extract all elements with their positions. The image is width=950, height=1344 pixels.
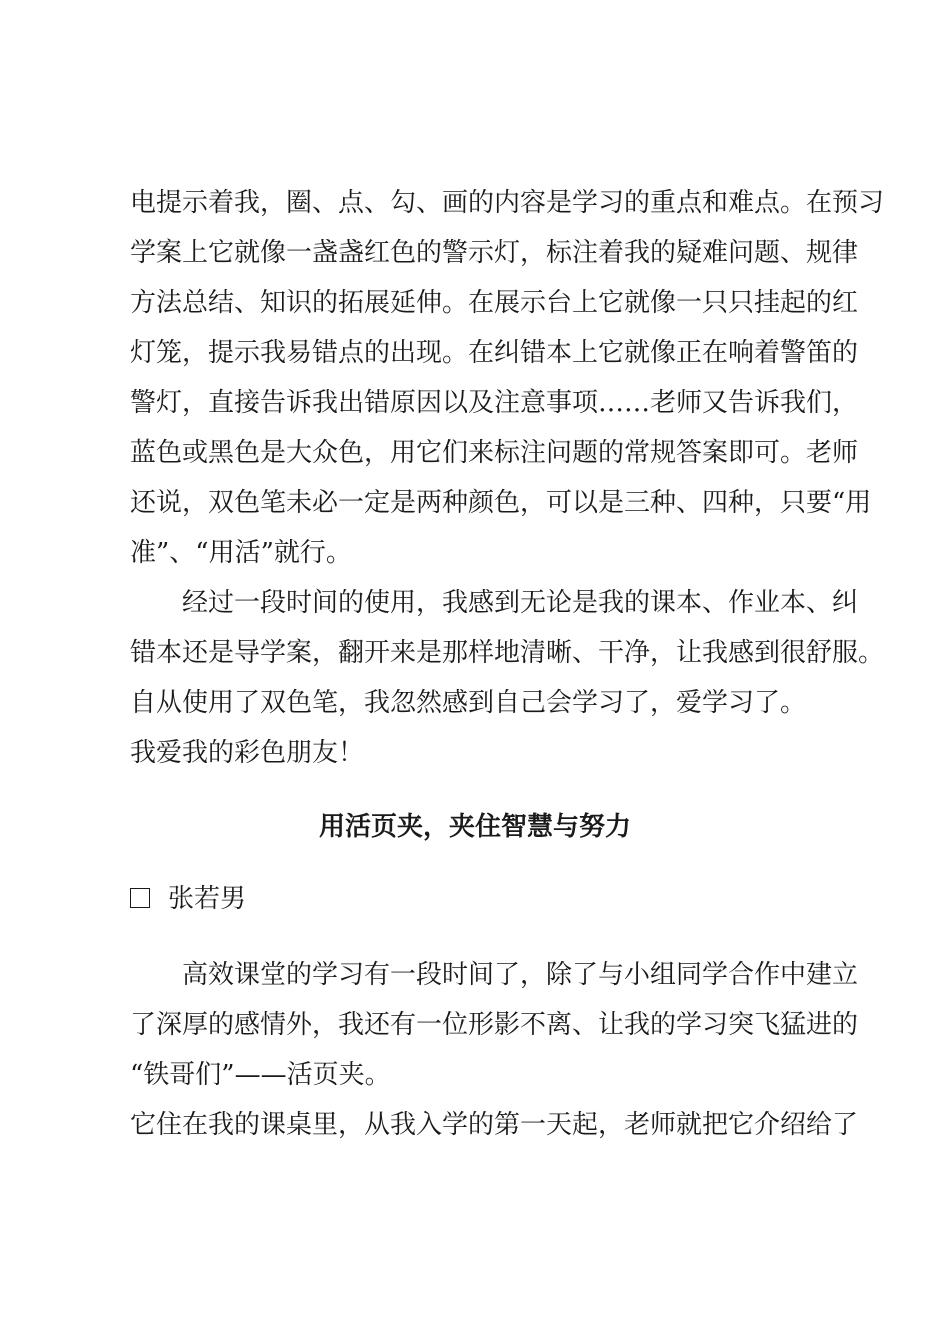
text-line: 错本还是导学案，翻开来是那样地清晰、干净，让我感到很舒服。 — [130, 638, 885, 668]
text-line: 自从使用了双色笔，我忽然感到自己会学习了，爱学习了。 — [130, 688, 807, 718]
article-title: 用活页夹，夹住智慧与努力 — [318, 812, 631, 842]
text-line: 它住在我的课桌里，从我入学的第一天起，老师就把它介绍给了 — [130, 1110, 859, 1140]
text-line: 了深厚的感情外，我还有一位形影不离、让我的学习突飞猛进的 — [130, 1010, 859, 1040]
text-line: 学案上它就像一盏盏红色的警示灯，标注着我的疑难问题、规律 — [130, 238, 859, 268]
text-line: 警灯，直接告诉我出错原因以及注意事项……老师又告诉我们， — [130, 388, 859, 418]
paragraph-double-color-pen — [130, 178, 885, 578]
text-line: 经过一段时间的使用，我感到无论是我的课本、作业本、纠 — [182, 588, 859, 618]
text-line: 电提示着我，圈、点、勾、画的内容是学习的重点和难点。在预习 — [130, 188, 885, 218]
paragraph-loose-leaf-folder — [130, 950, 859, 1150]
text-line: 还说，双色笔未必一定是两种颜色，可以是三种、四种，只要“用 — [130, 488, 872, 518]
text-line: 灯笼，提示我易错点的出现。在纠错本上它就像正在响着警笛的 — [130, 338, 859, 368]
text-line: 蓝色或黑色是大众色，用它们来标注问题的常规答案即可。老师 — [130, 438, 859, 468]
text-line: 我爱我的彩色朋友！ — [130, 738, 365, 768]
text-line: “铁哥们”——活页夹。 — [130, 1060, 391, 1090]
checkbox-square-icon — [130, 888, 150, 908]
paragraph-usage-experience — [130, 578, 885, 778]
article-author — [130, 874, 246, 924]
text-line: 准”、“用活”就行。 — [130, 538, 352, 568]
text-line: 方法总结、知识的拓展延伸。在展示台上它就像一只只挂起的红 — [130, 288, 859, 318]
text-line: 高效课堂的学习有一段时间了，除了与小组同学合作中建立 — [182, 960, 859, 990]
author-name: 张若男 — [168, 884, 247, 914]
